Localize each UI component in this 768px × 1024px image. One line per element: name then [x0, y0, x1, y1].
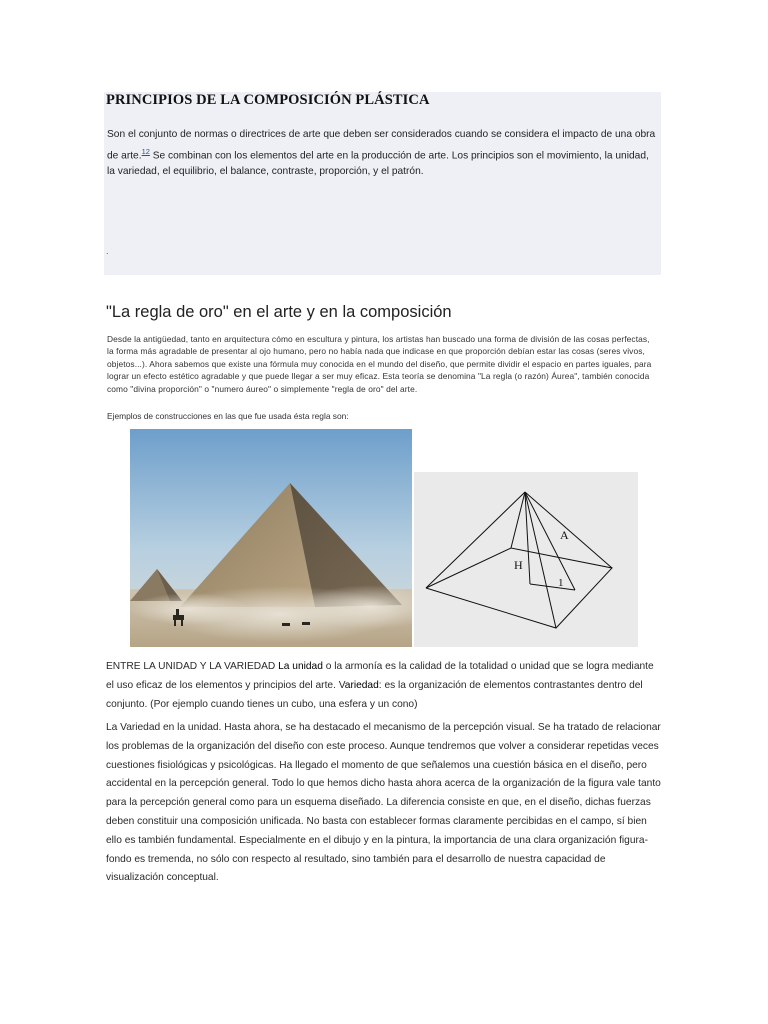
unity-variety-heading: ENTRE LA UNIDAD Y LA VARIEDAD	[106, 661, 279, 672]
base-half-label: 1	[558, 577, 564, 589]
trailing-dot: .	[106, 246, 109, 256]
unity-variety-paragraph	[106, 658, 662, 714]
golden-rule-heading: "La regla de oro" en el arte y en la composición	[106, 303, 452, 321]
unity-definition: o la armonía es la calidad de la totalidad o unidad que se logra mediante el uso eficaz de los elementos y principios del arte. V	[106, 661, 654, 691]
variety-term: ariedad	[344, 679, 379, 691]
variety-in-unity-paragraph: La Variedad en la unidad. Hasta ahora, se ha destacado el mecanismo de la percepción visual. Se ha tratado de relacionar los problemas de la organización del diseño con este proceso. Aunque tendremos que volver a considerar repetidas veces cuestiones fisiológicas y psicológicas. Ha llegado el momento de que señalemos una cuestión básica en el diseño, pero accidental en la percepción general. Todo lo que hemos dicho hasta ahora acerca de la organización de la figura vale tanto para la percepción general como para un esquema diseñado. La diferencia consiste en que, en el diseño, dichas fuerzas deben constituir una composición unificada. No basta con establecer formas claramente percibidas en el campo, sí bien ello es también fundamental. Especialmente en el dibujo y en la pintura, la importancia de una clara organización figura-fondo es tremenda, no sólo con respecto al resultado, sino también para el desarrollo de nuestra capacidad de visualización conceptual.	[106, 722, 661, 884]
footnote-link[interactable]: 12	[141, 147, 150, 156]
unity-term: La unidad	[278, 661, 323, 672]
examples-caption: Ejemplos de construcciones en las que fue usada ésta regla son:	[107, 411, 349, 421]
principles-heading: PRINCIPIOS DE LA COMPOSICIÓN PLÁSTICA	[106, 92, 430, 108]
principles-text-end: Se combinan con los elementos del arte en la producción de arte. Los principios son el movimiento, la unidad, la variedad, el equilibrio, el balance, contraste, proporción, y el patrón.	[107, 150, 649, 178]
principles-text-start: Son el conjunto de normas o directrices de arte que deben ser considerados cuando se considera el impacto de una obra de arte.	[107, 129, 656, 162]
pyramid-photo	[130, 429, 412, 647]
variety-definition: : es la organización de elementos contrastantes dentro del conjunto. (Por ejemplo cuando tienes un cubo, una esfera y un cono)	[106, 679, 643, 710]
principles-section-background	[104, 92, 661, 275]
pyramid-diagram	[414, 472, 638, 647]
apothem-label: A	[560, 528, 569, 542]
principles-paragraph	[107, 127, 659, 180]
height-label: H	[514, 558, 523, 572]
golden-rule-paragraph: Desde la antigüedad, tanto en arquitectura cómo en escultura y pintura, los artistas han buscado una forma de división de las cosas perfectas, la forma más agradable de presentar al ojo humano, pero no había nada que indicase en que proporción debían estar las cosas (seres vivos, objetos...). Ahora sabemos que existe una fórmula muy conocida en el mundo del diseño, que permite dividir el espacio en partes iguales, para lograr un efecto estético agradable y que puede llegar a ser muy eficaz. Esta teoría se denomina "La regla (o razón) Áurea", también conocida como "divina proporción" o "numero áureo" o simplemente "regla de oro" del arte.	[107, 334, 652, 394]
